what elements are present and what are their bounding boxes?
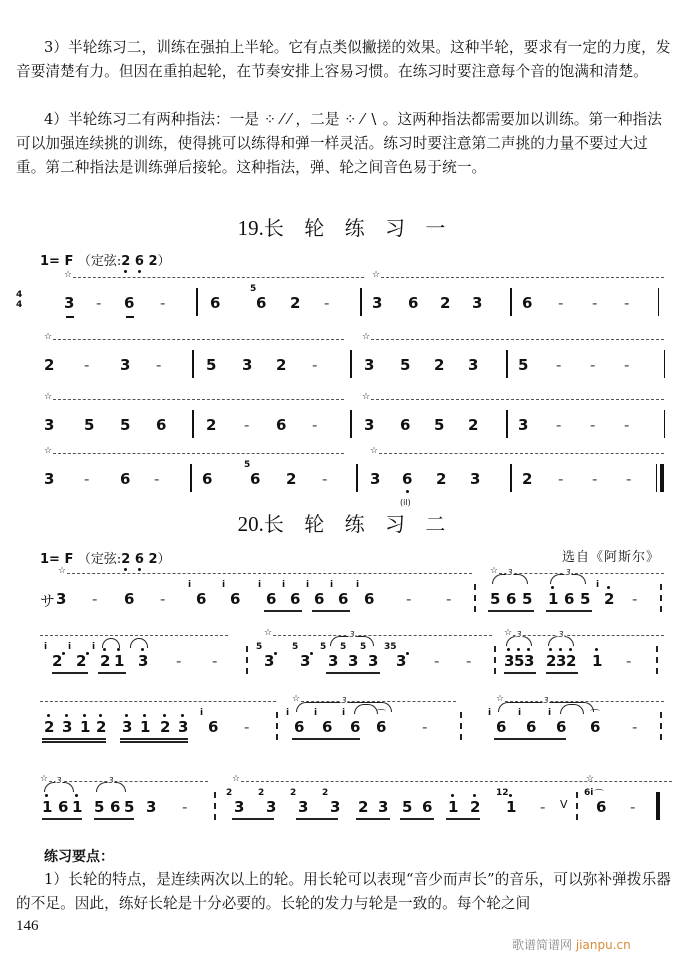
star-icon: ☆ xyxy=(490,566,499,576)
dashed-barline xyxy=(276,712,278,740)
barline xyxy=(506,410,508,438)
dashed-barline xyxy=(576,792,578,820)
score-line xyxy=(0,270,690,324)
score-line xyxy=(0,566,690,620)
watermark-url: jianpu.cn xyxy=(575,938,631,952)
key-signature: 1= F xyxy=(40,254,74,269)
barline xyxy=(360,288,362,316)
score-line xyxy=(0,446,690,507)
star-icon: ☆ xyxy=(44,392,53,402)
tuning-label: （定弦: xyxy=(77,254,122,269)
dashed-barline xyxy=(246,646,248,674)
exercise-19-title xyxy=(0,212,690,241)
star-icon: ☆ xyxy=(44,446,53,456)
star-icon: ☆ xyxy=(232,774,241,784)
score-notes: 3 1 6 1 3 5 6 5 3 - 2 3 2 3 2 3 2 3 2 3 5 6 1 2 12 1 - V 6i ⌒ 6 - xyxy=(0,792,690,822)
barline xyxy=(192,350,194,378)
tremolo-line xyxy=(64,270,364,284)
paragraph-4-text: 4）半轮练习二有两种指法：一是 ⁘ ⁄ ⁄ ，二是 ⁘ ⁄ ∖ 。这两种指法都需要加以训练。第一种指法可以加强连续挑的训练，使得挑可以练得和弹一样灵活。练习时要注意第二声挑的力量不要过大过重。第二种指法是训练弹后接轮。这种指法，弹、轮之间音色易于统一。 xyxy=(16,111,662,176)
exercise-19-number: 19. xyxy=(237,216,264,240)
barline xyxy=(510,464,512,492)
score-line xyxy=(0,332,690,386)
page-number: 146 xyxy=(16,918,39,934)
star-icon: ☆ xyxy=(362,332,371,342)
score-notes: サ 3 - 6 - i 6 i 6 i 6 i 6 i 6 i 6 i 6 - - 3 5 6 5 3 1 6 5 i 2 - xyxy=(0,584,690,614)
score-line xyxy=(0,774,690,828)
exercise-20-key xyxy=(40,548,171,567)
dashed-barline xyxy=(660,584,662,612)
free-meter-sign: サ xyxy=(40,592,56,610)
watermark xyxy=(512,936,631,953)
key-signature: 1= F xyxy=(40,552,74,567)
tuning-note: 2 xyxy=(121,254,131,269)
score-notes: 3 - 6 - 6 5 6 2 - 3 6 2 3 2 - - - (il) xyxy=(0,464,690,494)
star-icon: ☆ xyxy=(58,566,67,576)
dashed-barline xyxy=(460,712,462,740)
star-icon: ☆ xyxy=(370,446,379,456)
tuning-close: ） xyxy=(157,254,171,269)
star-icon: ☆ xyxy=(496,694,505,704)
barline xyxy=(190,464,192,492)
score-notes: 2 3 1 2 3 1 2 3 i 6 - 3 i 6 i 6 i 6 ⌒ 6 - 3 i 6 i 6 i 6 ⌒ 6 - xyxy=(0,712,690,742)
dashed-barline xyxy=(214,792,216,820)
barline xyxy=(656,464,657,492)
score-line xyxy=(0,694,690,748)
score-notes: 4 4 3 - 6 - 6 5 6 2 - 3 6 2 3 6 - - - xyxy=(0,288,690,318)
barline xyxy=(192,410,194,438)
breath-mark: V xyxy=(560,798,568,811)
practice-point-1 xyxy=(16,868,676,916)
tuning-note: 2 xyxy=(121,552,131,567)
score-line xyxy=(0,628,690,682)
star-icon: ☆ xyxy=(504,628,513,638)
barline xyxy=(356,464,358,492)
watermark-site: 歌谱简谱网 xyxy=(512,938,573,952)
barline xyxy=(506,350,508,378)
annotation-label: (il) xyxy=(400,498,411,507)
final-barline xyxy=(660,464,664,492)
exercise-20-number: 20. xyxy=(237,512,264,536)
tuning-note: 2 xyxy=(148,254,158,269)
paragraph-3 xyxy=(16,36,676,84)
tuning-note: 2 xyxy=(148,552,158,567)
star-icon: ☆ xyxy=(372,270,381,280)
final-barline xyxy=(656,792,660,820)
barline xyxy=(196,288,198,316)
tuning-label: （定弦: xyxy=(77,552,122,567)
score-line xyxy=(0,392,690,446)
exercise-20-title-text: 长 轮 练 习 二 xyxy=(263,512,453,536)
star-icon: ☆ xyxy=(292,694,301,704)
barline xyxy=(350,350,352,378)
barline xyxy=(664,410,665,438)
barline xyxy=(510,288,512,316)
barline xyxy=(658,288,659,316)
tuning-close: ） xyxy=(157,552,171,567)
barline xyxy=(350,410,352,438)
dashed-barline xyxy=(474,584,476,612)
star-icon: ☆ xyxy=(586,774,595,784)
score-notes: 3 5 5 6 2 - 6 - 3 6 5 2 3 - - - xyxy=(0,410,690,440)
barline xyxy=(664,350,665,378)
practice-points-heading: 练习要点： xyxy=(44,849,114,865)
exercise-20-title xyxy=(0,508,690,537)
time-signature: 4 4 xyxy=(16,290,23,310)
tuning-note: 6 xyxy=(134,552,144,567)
exercise-19-title-text: 长 轮 练 习 一 xyxy=(263,216,453,240)
paragraph-3-text: 3）半轮练习二，训练在强拍上半轮。它有点类似撇搓的效果。这种半轮，要求有一定的力度，发音要清楚有力。但因在重拍起轮，在节奏安排上容易习惯。在练习时要注意每个音的饱满和清楚。 xyxy=(16,39,671,80)
tremolo-line xyxy=(372,270,664,284)
score-notes: i 2 i 2 i 2 1 3 - - 5 3 5 3 5 3 3 5 3 5 3 35 3 - - 3 3 5 3 3 2 3 2 1 - xyxy=(0,646,690,676)
star-icon: ☆ xyxy=(44,332,53,342)
tuning-note: 6 xyxy=(134,254,144,269)
score-notes: 2 - 3 - 5 3 2 - 3 5 2 3 5 - - - xyxy=(0,350,690,380)
star-icon: ☆ xyxy=(362,392,371,402)
dashed-barline xyxy=(494,646,496,674)
dashed-barline xyxy=(656,646,658,674)
source-attribution: 选自《阿斯尔》 xyxy=(561,550,660,565)
star-icon: ☆ xyxy=(40,774,49,784)
paragraph-4 xyxy=(16,108,676,180)
practice-point-1-text: 1）长轮的特点，是连续两次以上的轮。用长轮可以表现“音少而声长”的音乐，可以弥补弹拨乐器的不足。因此，练好长轮是十分必要的。长轮的发力与轮是一致的。每个轮之间 xyxy=(16,871,671,912)
dashed-barline xyxy=(660,712,662,740)
exercise-19-key xyxy=(40,250,171,269)
star-icon: ☆ xyxy=(264,628,273,638)
star-icon: ☆ xyxy=(64,270,73,280)
